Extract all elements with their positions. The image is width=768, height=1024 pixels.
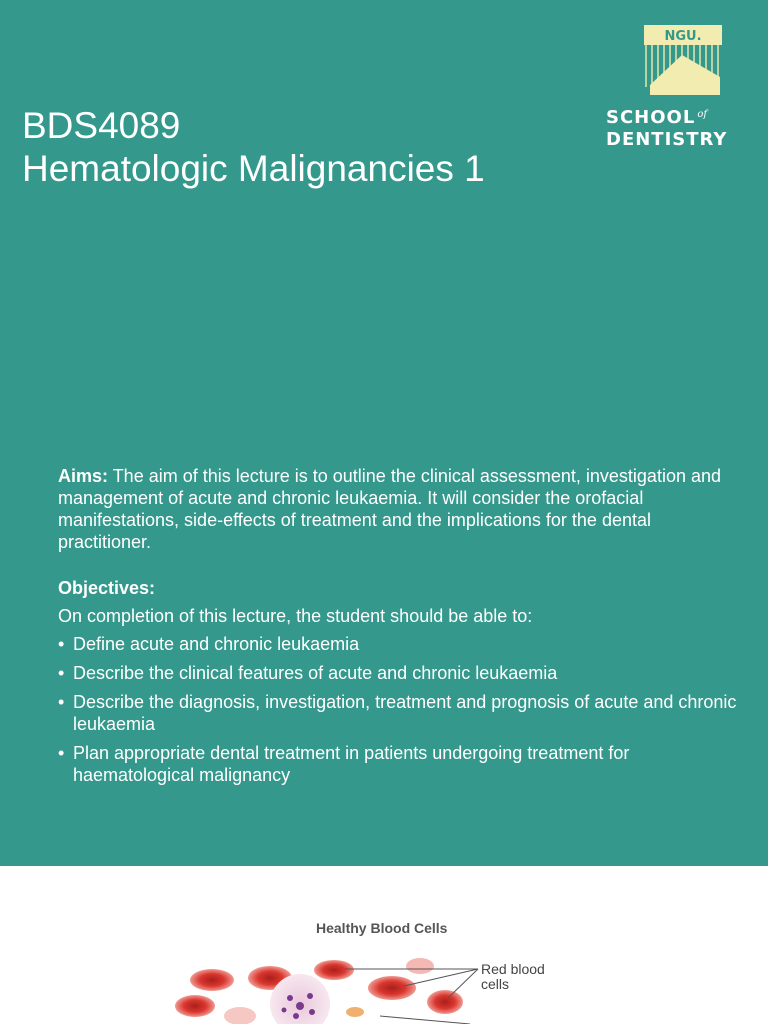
course-code: BDS4089 (22, 105, 181, 146)
figure-label-red-blood-cells: Red blood cells (481, 961, 545, 992)
list-item: • Describe the clinical features of acute and chronic leukaemia (58, 662, 738, 684)
aims-label: Aims: (58, 466, 109, 486)
objectives-heading: Objectives: (58, 578, 156, 598)
logo-text-school: SCHOOL $^{of}$ (606, 107, 708, 128)
slide-content (58, 465, 738, 793)
blood-cells-figure (0, 866, 768, 1024)
list-item: • Define acute and chronic leukaemia (58, 633, 738, 655)
page-title: Hematologic Malignancies 1 (22, 148, 485, 189)
ngu-logo-mark-icon (644, 25, 722, 103)
school-logo (606, 25, 736, 155)
list-item: • Plan appropriate dental treatment in patients undergoing treatment for haematological malignancy (58, 742, 738, 786)
objectives-intro: On completion of this lecture, the student should be able to: (58, 606, 533, 626)
svg-text:NGU.: NGU. (664, 29, 702, 44)
blood-cells-illustration (0, 866, 768, 1024)
figure-title: Healthy Blood Cells (316, 920, 448, 936)
aims-text: The aim of this lecture is to outline the clinical assessment, investigation and management of acute and chronic leukaemia. It will consider the orofacial manifestations, side-effects of treatment and the implications for the dental practitioner. (58, 466, 721, 552)
logo-text-dentistry: DENTISTRY (606, 129, 728, 150)
aims-paragraph (58, 465, 738, 553)
list-item: • Describe the diagnosis, investigation, treatment and prognosis of acute and chronic leukaemia (58, 691, 738, 735)
objectives-list (58, 633, 738, 786)
